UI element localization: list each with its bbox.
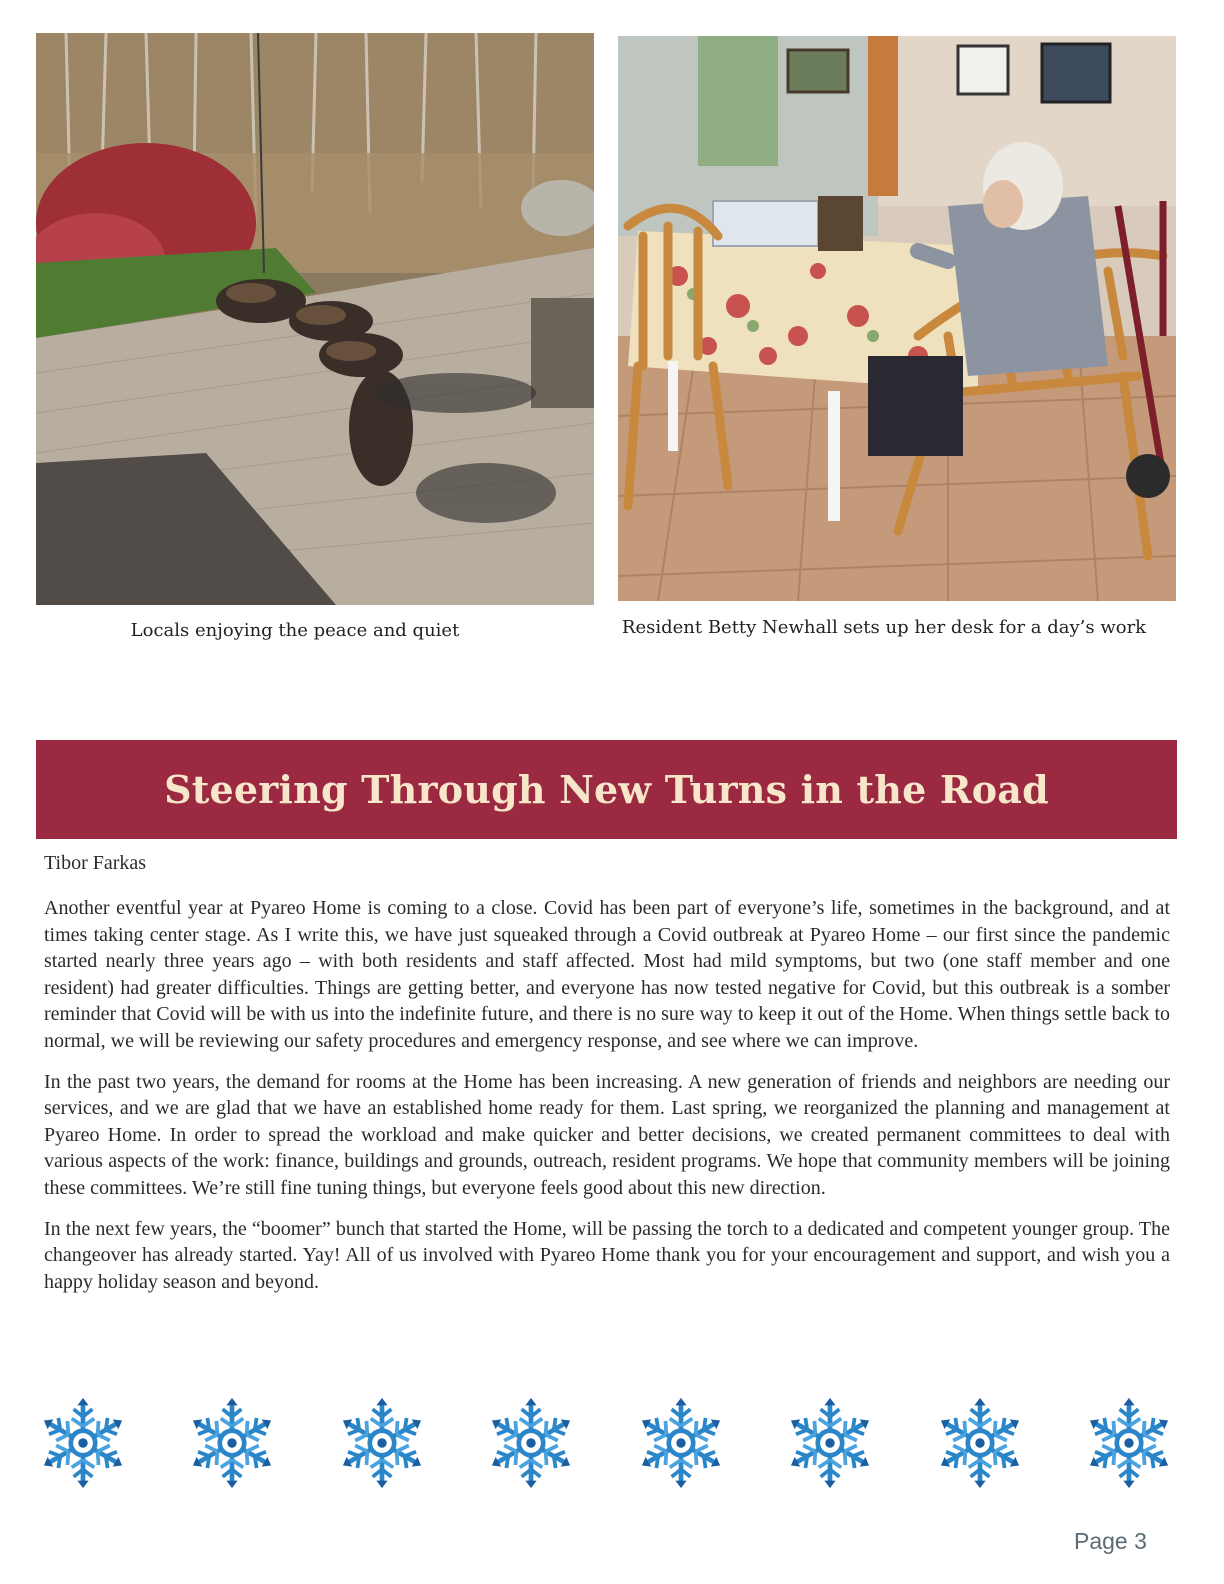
article-title-banner bbox=[36, 740, 1177, 839]
snowflake-icon bbox=[933, 1396, 1027, 1490]
snowflake-icon bbox=[36, 1396, 130, 1490]
caption-turkeys: Locals enjoying the peace and quiet bbox=[130, 620, 460, 641]
page-number: Page 3 bbox=[1074, 1528, 1147, 1554]
turkeys-photo-illustration bbox=[36, 33, 594, 605]
snowflake-icon bbox=[783, 1396, 877, 1490]
resident-photo-illustration bbox=[618, 36, 1176, 601]
photo-turkeys bbox=[36, 33, 594, 605]
article-paragraph: In the next few years, the “boomer” bunch that started the Home, will be passing the torch to a dedicated and competent younger group. The changeover has already started. Yay! All of us involved with Pyareo Home thank you for your encouragement and support, and wish you a happy holiday season and beyond. bbox=[44, 1217, 1170, 1293]
snowflake-row bbox=[36, 1396, 1176, 1492]
article-author: Tibor Farkas bbox=[44, 852, 147, 874]
snowflake-icon bbox=[185, 1396, 279, 1490]
article-paragraph: In the past two years, the demand for rooms at the Home has been increasing. A new generation of friends and neighbors are needing our services, and we are glad that we have an established home ready for them. Last spring, we reorganized the planning and management at Pyareo Home. In order to spread the workload and make quicker and better decisions, we created permanent committees to deal with various aspects of the work: finance, buildings and grounds, outreach, resident programs. We hope that community members will be joining these committees. We’re still fine tuning things, but everyone feels good about this new direction. bbox=[44, 1070, 1170, 1199]
caption-resident: Resident Betty Newhall sets up her desk for a day’s work bbox=[621, 617, 1147, 638]
article-paragraph: Another eventful year at Pyareo Home is coming to a close. Covid has been part of everyone’s life, sometimes in the background, and at times taking center stage. As I write this, we have just squeaked through a Covid outbreak at Pyareo Home – our first since the pandemic started nearly three years ago – with both residents and staff affected. Most had mild symptoms, but two (one staff member and one resident) had greater difficulties. Things are getting better, and everyone has now tested negative for Covid, but this outbreak is a somber reminder that Covid will be with us into the indefinite future, and there is no sure way to keep it out of the Home. When things settle back to normal, we will be reviewing our safety procedures and emergency response, and see where we can improve. bbox=[44, 897, 1170, 1052]
snowflake-icon bbox=[335, 1396, 429, 1490]
snowflake-icon bbox=[1082, 1396, 1176, 1490]
snowflake-icon bbox=[634, 1396, 728, 1490]
article-body bbox=[44, 895, 1170, 1309]
snowflake-icon bbox=[484, 1396, 578, 1490]
article-title: Steering Through New Turns in the Road bbox=[164, 767, 1049, 812]
photo-resident bbox=[618, 36, 1176, 601]
